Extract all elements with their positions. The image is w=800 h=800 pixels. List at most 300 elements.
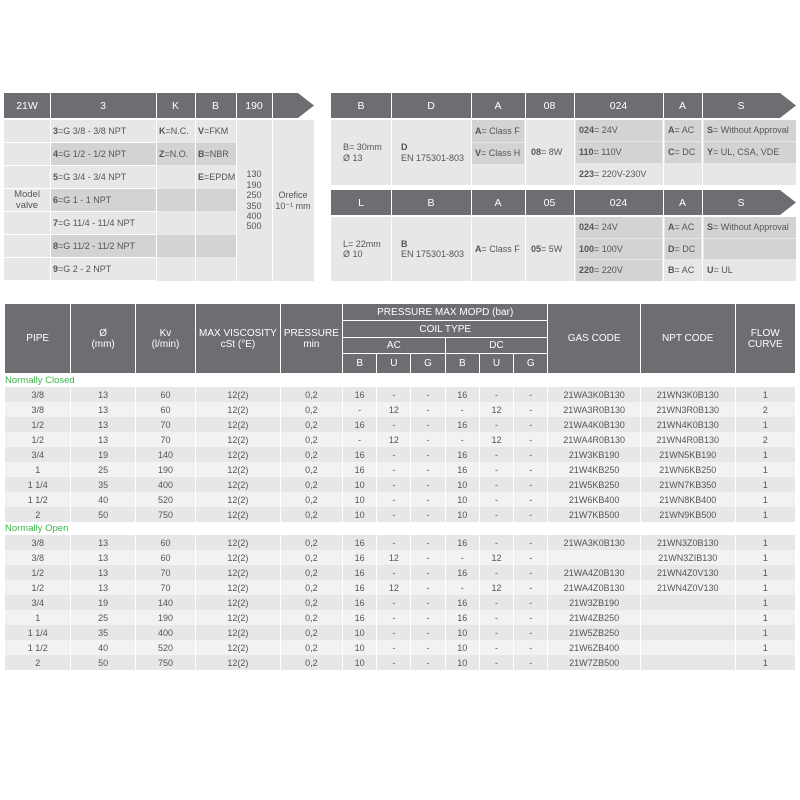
empty-option-cell: [156, 166, 195, 188]
table-cell: 16: [343, 610, 377, 625]
code-block-coil-l: [331, 190, 796, 281]
table-cell: -: [445, 550, 479, 565]
table-cell: 0,2: [280, 507, 342, 522]
code2-header-6: S: [737, 99, 745, 112]
table-cell: 10: [445, 507, 479, 522]
table-cell: 10: [445, 625, 479, 640]
table-cell: 1: [735, 640, 796, 655]
code2-volt-2: 110 = 110V: [576, 142, 662, 163]
table-cell: 40: [71, 492, 135, 507]
table-cell: 190: [135, 610, 195, 625]
table-cell: [640, 625, 735, 640]
table-cell: 70: [135, 417, 195, 432]
table-cell: 3/8: [5, 402, 71, 417]
code1-h-seal: B: [211, 99, 219, 112]
table-cell: 21WN3Z0B130: [640, 535, 735, 550]
table-cell: -: [514, 580, 548, 595]
code2-b-key: B: [343, 142, 350, 153]
table-cell: -: [377, 640, 411, 655]
table-cell: [640, 595, 735, 610]
table-cell: 1: [735, 477, 796, 492]
th-dc: DC: [445, 338, 548, 354]
table-cell: 60: [135, 535, 195, 550]
code3-header-6: S: [737, 196, 745, 209]
table-cell: 16: [343, 580, 377, 595]
table-row: [5, 417, 796, 432]
pipe-option-7: 7 = G 11/4 - 11/4 NPT: [50, 212, 156, 234]
table-cell: 1: [735, 507, 796, 522]
table-cell: 0,2: [280, 387, 342, 402]
table-cell: 0,2: [280, 565, 342, 580]
th-viscosity: MAX VISCOSITY cSt (°E): [196, 304, 281, 374]
table-cell: 21WN4Z0V130: [640, 565, 735, 580]
table-cell: -: [377, 492, 411, 507]
table-cell: 21W6ZB400: [548, 640, 641, 655]
table-cell: 16: [445, 595, 479, 610]
table-cell: 21WA3K0B130: [548, 535, 641, 550]
table-cell: 70: [135, 432, 195, 447]
table-cell: 12(2): [196, 507, 281, 522]
table-cell: -: [377, 610, 411, 625]
table-cell: 21WN7KB350: [640, 477, 735, 492]
code1-h-orifice: 190: [245, 99, 263, 112]
table-cell: -: [411, 595, 445, 610]
table-cell: 16: [445, 417, 479, 432]
code2-d-key: D: [401, 142, 408, 153]
table-cell: 12(2): [196, 595, 281, 610]
table-cell: -: [411, 565, 445, 580]
table-row: [5, 507, 796, 522]
table-cell: 1 1/4: [5, 625, 71, 640]
code2-header-1: D: [427, 99, 435, 112]
code3-cur-2: D = DC: [665, 239, 701, 259]
table-row: [5, 447, 796, 462]
table-cell: -: [445, 402, 479, 417]
table-cell: 12(2): [196, 625, 281, 640]
table-cell: 12(2): [196, 550, 281, 565]
code2-header-4: 024: [609, 99, 628, 112]
code3-header-5: A: [678, 196, 686, 209]
table-cell: 1: [735, 625, 796, 640]
table-cell: 12: [377, 432, 411, 447]
code1-h-pipe: 3: [100, 99, 106, 112]
code2-header-0: B: [357, 99, 365, 112]
table-cell: -: [377, 462, 411, 477]
code2-d-cell: [398, 120, 474, 185]
table-cell: -: [411, 417, 445, 432]
table-cell: 0,2: [280, 625, 342, 640]
function-option-K: K = N.C.: [156, 120, 195, 142]
code3-header-1: B: [427, 196, 435, 209]
code2-b-cell: [340, 120, 390, 185]
table-cell: 25: [71, 462, 135, 477]
table-cell: -: [479, 387, 513, 402]
table-cell: 12(2): [196, 387, 281, 402]
table-cell: -: [514, 610, 548, 625]
table-cell: 13: [71, 565, 135, 580]
table-cell: 16: [445, 535, 479, 550]
code3-appr-blank: [704, 239, 796, 259]
table-cell: 13: [71, 417, 135, 432]
table-cell: 21WA3K0B130: [548, 387, 641, 402]
table-row: [5, 640, 796, 655]
table-cell: 50: [71, 655, 135, 670]
table-row: [5, 565, 796, 580]
table-cell: 19: [71, 447, 135, 462]
table-cell: 0,2: [280, 417, 342, 432]
table-cell: 21W4ZB250: [548, 610, 641, 625]
code1-h-series: 21W: [16, 99, 38, 112]
table-cell: 25: [71, 610, 135, 625]
code3-header-0: L: [358, 196, 364, 209]
table-cell: [548, 550, 641, 565]
code3-header-2: A: [494, 196, 502, 209]
table-cell: 16: [343, 462, 377, 477]
table-cell: 1: [5, 610, 71, 625]
table-cell: 0,2: [280, 595, 342, 610]
table-cell: 12: [479, 550, 513, 565]
table-cell: 10: [343, 492, 377, 507]
table-cell: [640, 655, 735, 670]
table-cell: 21WN4R0B130: [640, 432, 735, 447]
table-cell: 13: [71, 402, 135, 417]
table-cell: 1: [735, 447, 796, 462]
table-cell: -: [377, 417, 411, 432]
table-cell: -: [514, 432, 548, 447]
code3-l-cell: L= 22mm Ø 10: [343, 238, 381, 259]
table-cell: 1: [735, 565, 796, 580]
table-cell: -: [411, 447, 445, 462]
table-cell: 21W3ZB190: [548, 595, 641, 610]
table-cell: 12(2): [196, 477, 281, 492]
table-cell: -: [411, 507, 445, 522]
table-cell: 21W5KB250: [548, 477, 641, 492]
code3-volt-3: 220 = 220V: [576, 260, 662, 281]
table-cell: -: [479, 625, 513, 640]
table-cell: 13: [71, 580, 135, 595]
table-cell: -: [411, 477, 445, 492]
table-cell: 10: [445, 477, 479, 492]
table-cell: 21W7ZB500: [548, 655, 641, 670]
table-cell: -: [411, 535, 445, 550]
table-cell: 400: [135, 625, 195, 640]
table-cell: -: [514, 625, 548, 640]
table-cell: -: [479, 565, 513, 580]
seal-option-B: B = NBR: [195, 143, 236, 165]
empty-option-cell: [156, 189, 236, 211]
empty-option-cell: [156, 235, 236, 257]
table-row: [5, 387, 796, 402]
table-cell: 16: [343, 387, 377, 402]
code3-appr-1: S = Without Approval: [704, 217, 796, 238]
table-cell: 3/8: [5, 535, 71, 550]
table-cell: 10: [343, 655, 377, 670]
table-cell: -: [343, 432, 377, 447]
table-cell: 21WN5KB190: [640, 447, 735, 462]
table-cell: 21WA4Z0B130: [548, 565, 641, 580]
code3-cur-3: B = AC: [668, 265, 695, 276]
th-ac: AC: [343, 338, 446, 354]
code2-appr-2: Y = UL, CSA, VDE: [704, 142, 796, 163]
pipe-option-4: 4 = G 1/2 - 1/2 NPT: [50, 143, 156, 165]
pipe-option-5: 5 = G 3/4 - 3/4 NPT: [50, 166, 156, 188]
table-cell: 1: [735, 462, 796, 477]
th-mopd: PRESSURE MAX MOPD (bar): [343, 304, 548, 321]
table-cell: 16: [343, 550, 377, 565]
table-cell: -: [411, 580, 445, 595]
table-cell: 21W4KB250: [548, 462, 641, 477]
table-cell: 750: [135, 655, 195, 670]
table-cell: 12: [377, 580, 411, 595]
table-cell: 140: [135, 447, 195, 462]
table-cell: 70: [135, 580, 195, 595]
table-cell: 16: [343, 447, 377, 462]
table-cell: 1: [735, 535, 796, 550]
table-cell: 0,2: [280, 477, 342, 492]
table-cell: 1: [735, 595, 796, 610]
table-cell: -: [377, 447, 411, 462]
table-cell: 190: [135, 462, 195, 477]
table-cell: -: [445, 432, 479, 447]
table-cell: 12(2): [196, 447, 281, 462]
th-coil-type: COIL TYPE: [343, 321, 548, 338]
table-cell: 60: [135, 402, 195, 417]
code2-header-3: 08: [543, 99, 556, 112]
table-cell: 13: [71, 387, 135, 402]
th-coil-ac-g: G: [411, 354, 445, 374]
table-cell: 40: [71, 640, 135, 655]
table-cell: 1/2: [5, 417, 71, 432]
table-cell: 16: [343, 417, 377, 432]
table-cell: -: [479, 447, 513, 462]
table-cell: 21W5ZB250: [548, 625, 641, 640]
th-pressure-min: PRESSURE min: [280, 304, 342, 374]
table-cell: -: [514, 492, 548, 507]
table-cell: -: [514, 550, 548, 565]
table-cell: 1 1/4: [5, 477, 71, 492]
table-cell: 10: [343, 640, 377, 655]
table-cell: 12(2): [196, 655, 281, 670]
table-cell: 16: [343, 535, 377, 550]
code2-power: 08 = 8W: [531, 147, 563, 158]
table-cell: 12(2): [196, 580, 281, 595]
table-cell: 3/8: [5, 550, 71, 565]
table-cell: 1/2: [5, 580, 71, 595]
table-cell: 1: [735, 387, 796, 402]
empty-option-cell: [156, 258, 236, 280]
table-cell: 0,2: [280, 492, 342, 507]
table-cell: -: [377, 507, 411, 522]
code3-header-3: 05: [543, 196, 556, 209]
table-cell: 16: [445, 387, 479, 402]
table-cell: 12(2): [196, 610, 281, 625]
table-cell: -: [377, 625, 411, 640]
table-cell: 12(2): [196, 462, 281, 477]
table-cell: 21WN4K0B130: [640, 417, 735, 432]
table-cell: 13: [71, 535, 135, 550]
table-cell: -: [514, 655, 548, 670]
table-cell: 21WN3K0B130: [640, 387, 735, 402]
table-cell: 12(2): [196, 535, 281, 550]
table-cell: 1: [735, 580, 796, 595]
table-cell: 12: [479, 580, 513, 595]
table-cell: -: [411, 625, 445, 640]
table-cell: 12: [479, 432, 513, 447]
table-cell: 140: [135, 595, 195, 610]
table-cell: 10: [445, 655, 479, 670]
table-cell: -: [479, 492, 513, 507]
table-cell: 21WA4R0B130: [548, 432, 641, 447]
table-cell: 0,2: [280, 610, 342, 625]
table-cell: 3/4: [5, 447, 71, 462]
table-cell: 10: [445, 492, 479, 507]
table-cell: -: [377, 535, 411, 550]
table-cell: -: [343, 402, 377, 417]
code3-b-cell: B EN 175301-803: [401, 238, 465, 259]
table-cell: 3/8: [5, 387, 71, 402]
table-row: [5, 402, 796, 417]
table-cell: 12: [479, 402, 513, 417]
table-row: [5, 432, 796, 447]
code1-h-function: K: [171, 99, 179, 112]
table-cell: 21WN8KB400: [640, 492, 735, 507]
table-row: [5, 595, 796, 610]
table-cell: 12(2): [196, 432, 281, 447]
table-cell: -: [514, 640, 548, 655]
code3-a-cell: A = Class F: [475, 243, 520, 254]
table-cell: 520: [135, 640, 195, 655]
table-cell: 2: [5, 507, 71, 522]
table-cell: -: [411, 492, 445, 507]
table-cell: -: [479, 655, 513, 670]
empty-option-cell: [156, 212, 236, 234]
code3-appr-2: U = UL: [707, 265, 733, 276]
code2-volt-1: 024 = 24V: [576, 120, 662, 141]
table-cell: 21WN3R0B130: [640, 402, 735, 417]
th-flow-curve: FLOW CURVE: [735, 304, 796, 374]
table-cell: -: [479, 595, 513, 610]
table-cell: 21W6KB400: [548, 492, 641, 507]
table-cell: 1: [735, 492, 796, 507]
table-cell: 21WN6KB250: [640, 462, 735, 477]
table-row: [5, 550, 796, 565]
table-cell: 16: [445, 610, 479, 625]
table-cell: -: [411, 655, 445, 670]
code3-volt-2: 100 = 100V: [576, 239, 662, 259]
code2-header-2: A: [494, 99, 502, 112]
code3-power: 05 = 5W: [531, 243, 563, 254]
table-cell: -: [411, 387, 445, 402]
table-cell: -: [411, 432, 445, 447]
table-cell: 520: [135, 492, 195, 507]
table-cell: 2: [5, 655, 71, 670]
table-cell: 21WN4Z0V130: [640, 580, 735, 595]
pipe-option-8: 8 = G 11/2 - 11/2 NPT: [50, 235, 156, 257]
table-cell: 13: [71, 432, 135, 447]
code2-volt-3: 223 = 220V-230V: [579, 169, 647, 180]
table-cell: 0,2: [280, 462, 342, 477]
table-cell: 21W7KB500: [548, 507, 641, 522]
table-cell: 16: [343, 565, 377, 580]
function-option-Z: Z = N.O.: [156, 143, 195, 165]
code2-cur-2: C = DC: [665, 142, 701, 163]
table-cell: 16: [343, 595, 377, 610]
table-cell: -: [514, 535, 548, 550]
valve-spec-table: [4, 303, 796, 670]
table-cell: -: [377, 565, 411, 580]
table-cell: 1: [735, 610, 796, 625]
table-cell: 12: [377, 402, 411, 417]
table-cell: 2: [735, 402, 796, 417]
table-cell: 12(2): [196, 492, 281, 507]
table-cell: 60: [135, 387, 195, 402]
orifice-values: 130 190 250 350 400 500: [236, 120, 272, 281]
table-cell: 35: [71, 477, 135, 492]
table-row: [5, 610, 796, 625]
section-title: Normally Closed: [5, 374, 796, 388]
table-cell: 10: [343, 477, 377, 492]
table-cell: 16: [445, 462, 479, 477]
th-coil-dc-g: G: [514, 354, 548, 374]
table-cell: 70: [135, 565, 195, 580]
table-cell: 12(2): [196, 417, 281, 432]
table-row: [5, 580, 796, 595]
table-cell: -: [411, 550, 445, 565]
table-cell: 10: [343, 507, 377, 522]
table-cell: -: [514, 595, 548, 610]
table-cell: 10: [343, 625, 377, 640]
th-coil-ac-u: U: [377, 354, 411, 374]
th-coil-dc-b: B: [445, 354, 479, 374]
table-cell: 12(2): [196, 565, 281, 580]
table-row: [5, 625, 796, 640]
th-npt-code: NPT CODE: [640, 304, 735, 374]
table-cell: -: [479, 477, 513, 492]
table-cell: 21WA4K0B130: [548, 417, 641, 432]
code-block-valve: [4, 93, 314, 281]
table-cell: 21WA4Z0B130: [548, 580, 641, 595]
seal-option-E: E = EPDM: [195, 166, 236, 188]
table-cell: 12: [377, 550, 411, 565]
table-cell: -: [514, 507, 548, 522]
table-cell: 1: [735, 417, 796, 432]
table-cell: 0,2: [280, 640, 342, 655]
table-cell: 21WN9KB500: [640, 507, 735, 522]
table-cell: 1 1/2: [5, 492, 71, 507]
th-kv: Kv (l/min): [135, 304, 195, 374]
table-cell: -: [479, 462, 513, 477]
table-cell: 1: [735, 550, 796, 565]
table-cell: -: [514, 565, 548, 580]
table-cell: -: [514, 462, 548, 477]
code3-volt-1: 024 = 24V: [576, 217, 662, 238]
table-cell: 1: [735, 655, 796, 670]
table-cell: 1/2: [5, 432, 71, 447]
table-cell: -: [479, 507, 513, 522]
table-cell: 0,2: [280, 402, 342, 417]
table-cell: [640, 640, 735, 655]
table-cell: -: [411, 462, 445, 477]
pipe-option-9: 9 = G 2 - 2 NPT: [50, 258, 156, 280]
code2-b-val: = 30mm Ø 13: [343, 142, 382, 163]
section-title: Normally Open: [5, 522, 796, 535]
table-cell: -: [514, 447, 548, 462]
code2-a-2: V = Class H: [472, 143, 524, 164]
pipe-option-6: 6 = G 1 - 1 NPT: [50, 189, 156, 211]
table-cell: 1: [5, 462, 71, 477]
table-cell: 750: [135, 507, 195, 522]
table-cell: 16: [445, 447, 479, 462]
